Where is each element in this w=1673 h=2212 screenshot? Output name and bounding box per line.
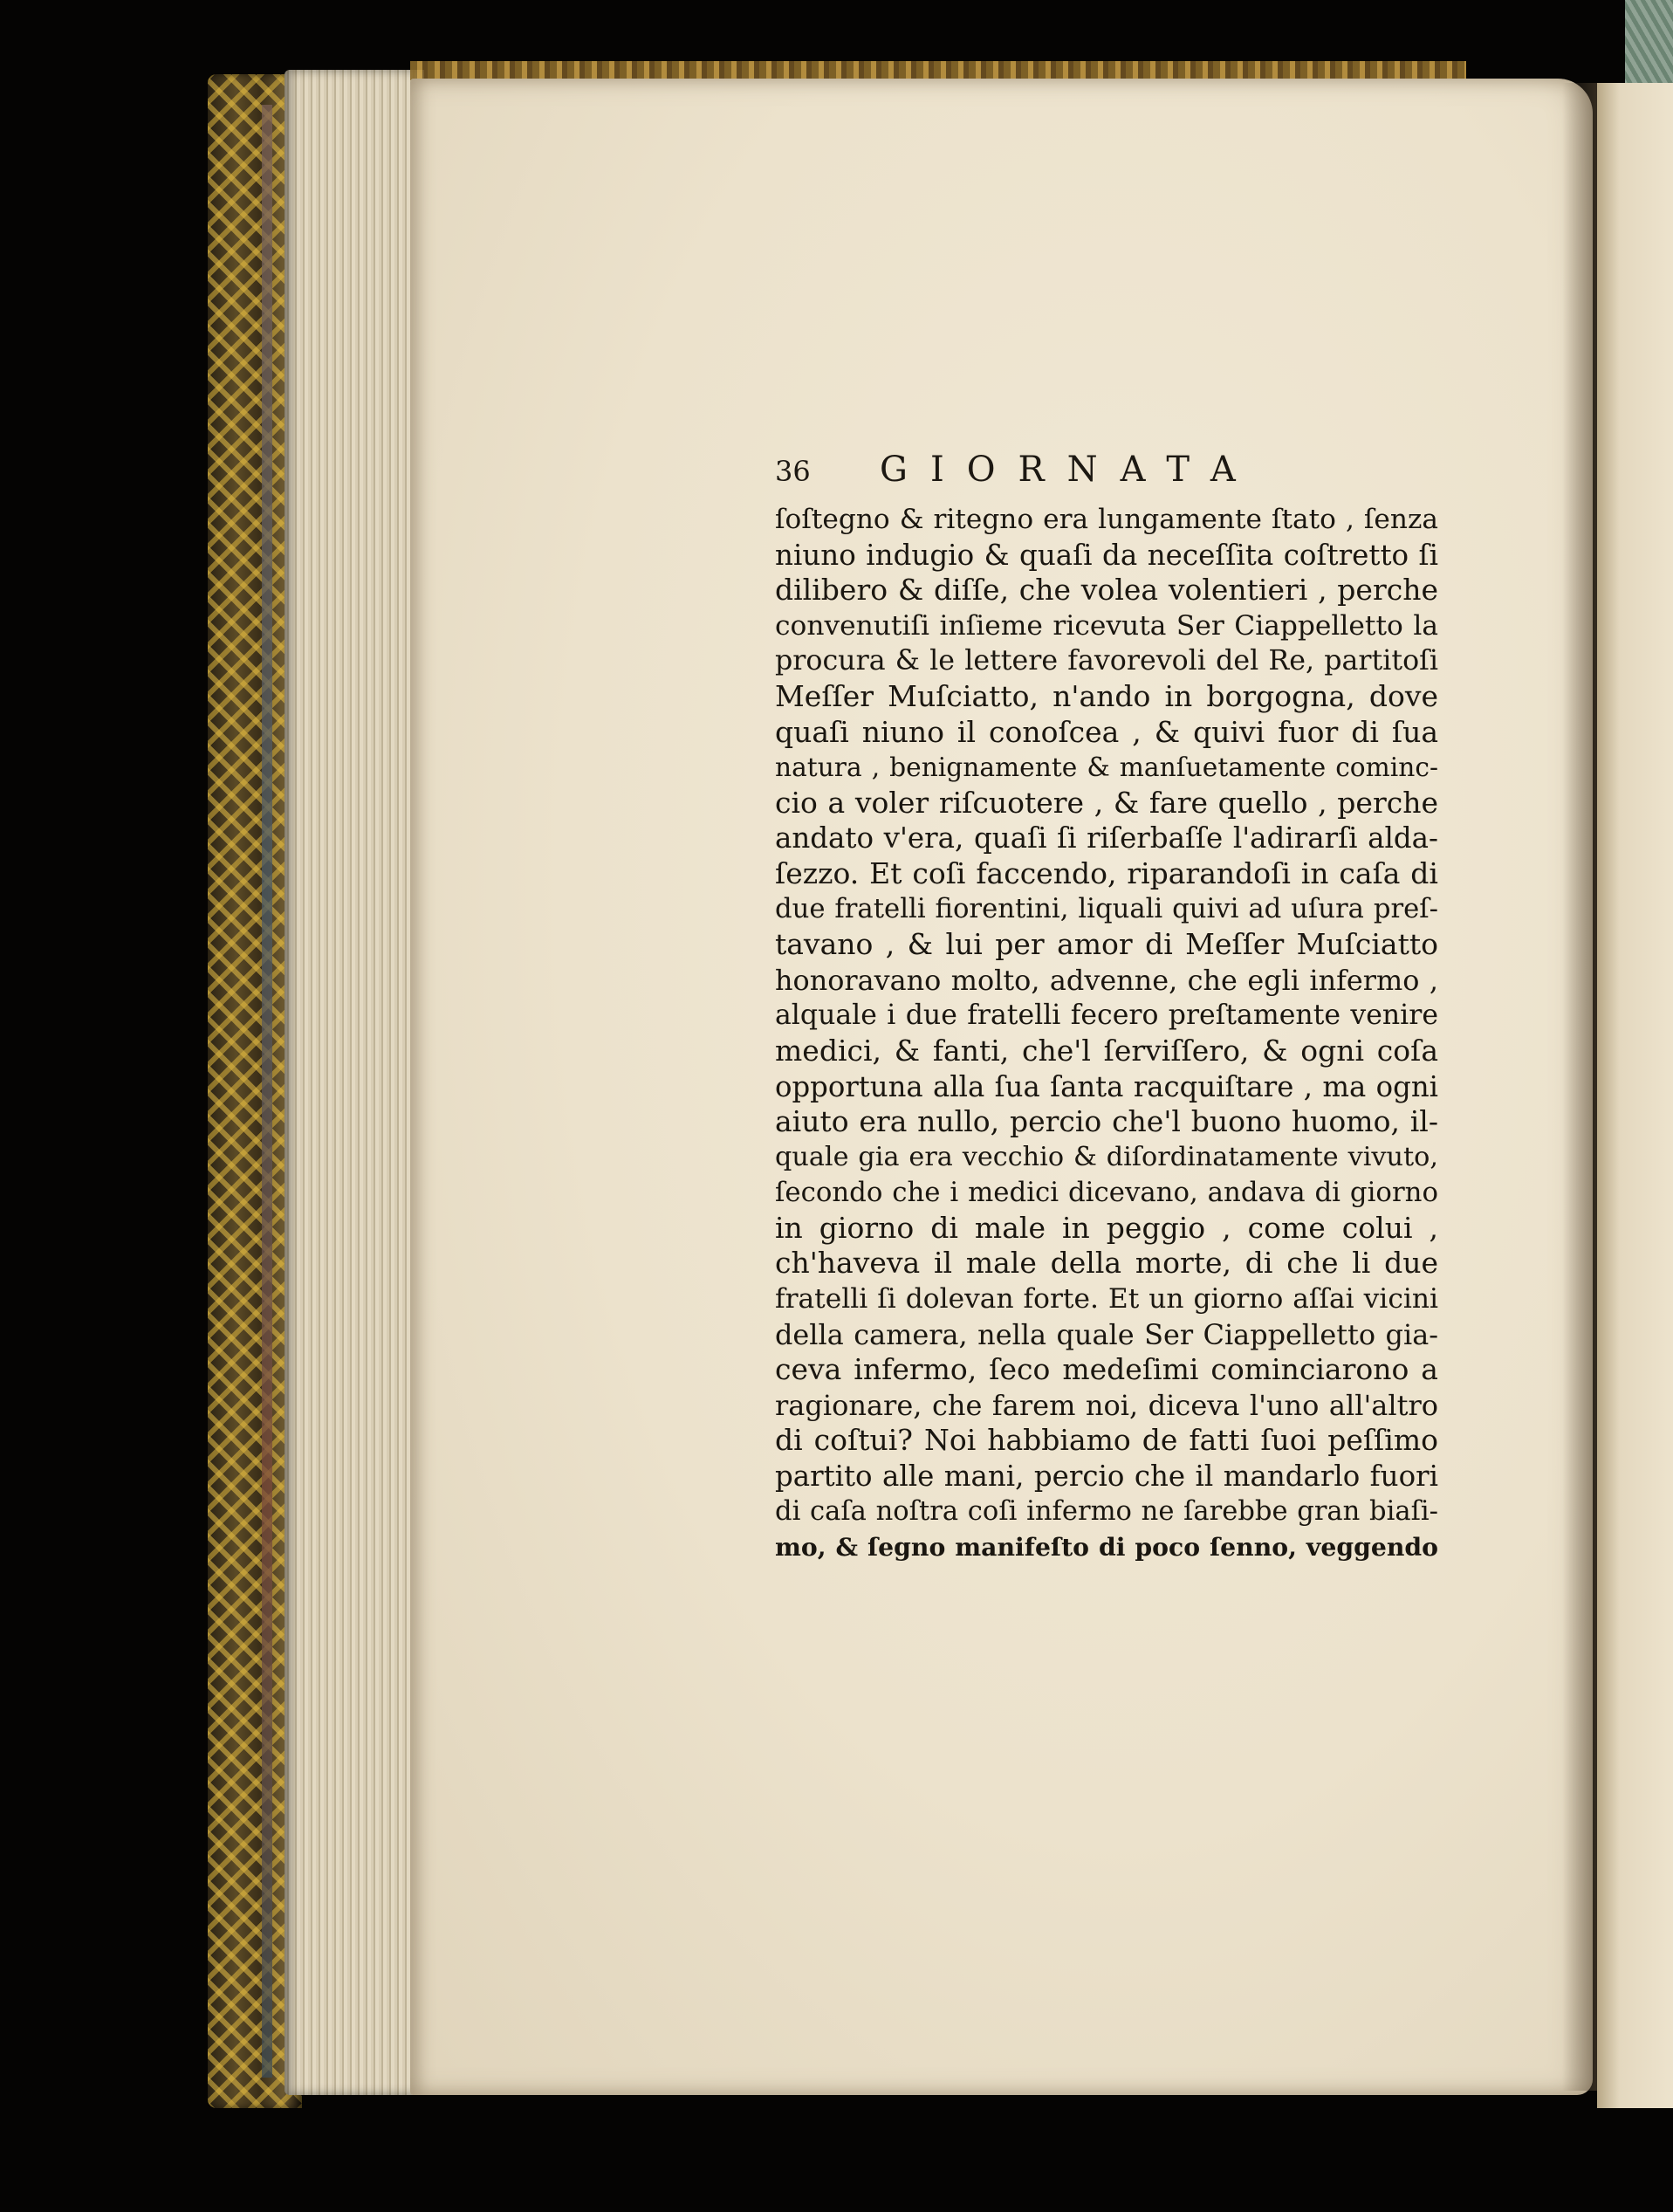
body-text [775, 502, 1438, 1565]
text-line: niuno indugio & quaſi da neceſſita coſtretto ſi [775, 538, 1438, 572]
text-line: partito alle mani, percio che il mandarlo fuori [775, 1460, 1438, 1494]
text-line: ragionare, che farem noi, diceva l'uno all'altro [775, 1388, 1438, 1422]
text-line: quaſi niuno il conoſcea , & quivi fuor di ſua [775, 714, 1438, 749]
text-line: ceva infermo, ſeco medeſimi cominciarono a [775, 1352, 1438, 1387]
text-line: ch'haveva il male della morte, di che li due [775, 1246, 1438, 1281]
gilt-top-edge [410, 61, 1466, 80]
ribbon-bookmark [1625, 0, 1673, 96]
page-edges [285, 70, 424, 2095]
text-line: opportuna alla ſua ſanta racquiſtare , ma ogni [775, 1069, 1438, 1103]
text-line: in giorno di male in peggio , come colui , [775, 1210, 1438, 1245]
spine-band [262, 105, 272, 2078]
text-line: di caſa noſtra coſi infermo ne ſarebbe gran biaſi- [775, 1495, 1438, 1527]
text-line: dilibero & diſſe, che volea volentieri , perche [775, 573, 1438, 608]
text-line: quale gia era vecchio & diſordinatamente vivuto, [775, 1141, 1438, 1172]
text-line: honoravano molto, advenne, che egli infermo , [775, 963, 1438, 997]
text-line: di coſtui? Noi habbiamo de fatti ſuoi peſſimo [775, 1423, 1438, 1458]
page-header [775, 450, 1438, 502]
facing-page [1597, 83, 1673, 2108]
text-line: due fratelli fiorentini, liquali quivi ad uſura preſ- [775, 893, 1438, 924]
text-line: ſoſtegno & ritegno era lungamente ſtato , ſenza [775, 504, 1438, 535]
running-title: GIORNATA [880, 450, 1258, 490]
text-line: mo, & ſegno manifeſto di poco ſenno, veggendo [775, 1532, 1438, 1563]
text-line: procura & le lettere favorevoli del Re, partitoſi [775, 645, 1438, 677]
text-line: ſezzo. Et coſi faccendo, riparandoſi in caſa di [775, 855, 1438, 890]
text-line: ſecondo che i medici dicevano, andava di giorno [775, 1177, 1438, 1209]
text-line: andato v'era, quaſi ſi riſerbaſſe l'adirarſi alda- [775, 821, 1438, 855]
gutter-shadow [1562, 83, 1597, 2091]
text-line: cio a voler riſcuotere , & fare quello , perche [775, 785, 1438, 820]
text-line: Meſſer Muſciatto, n'ando in borgogna, dove [775, 678, 1438, 713]
text-line: alquale i due fratelli fecero preſtamente venire [775, 1000, 1438, 1032]
text-line: tavano , & lui per amor di Meſſer Muſciatto [775, 927, 1438, 962]
text-line: convenutiſi inſieme ricevuta Ser Ciappelletto la [775, 609, 1438, 642]
text-line: fratelli ſi dolevan forte. Et un giorno aſſai vicini [775, 1283, 1438, 1316]
page-number: 36 [775, 455, 811, 488]
text-line: medici, & fanti, che'l ſerviſſero, & ogni coſa [775, 1033, 1438, 1068]
text-line: della camera, nella quale Ser Ciappelletto gia- [775, 1317, 1438, 1351]
text-line: aiuto era nullo, percio che'l buono huomo, il- [775, 1104, 1438, 1139]
text-line: natura , benignamente & manſuetamente cominc- [775, 752, 1438, 783]
